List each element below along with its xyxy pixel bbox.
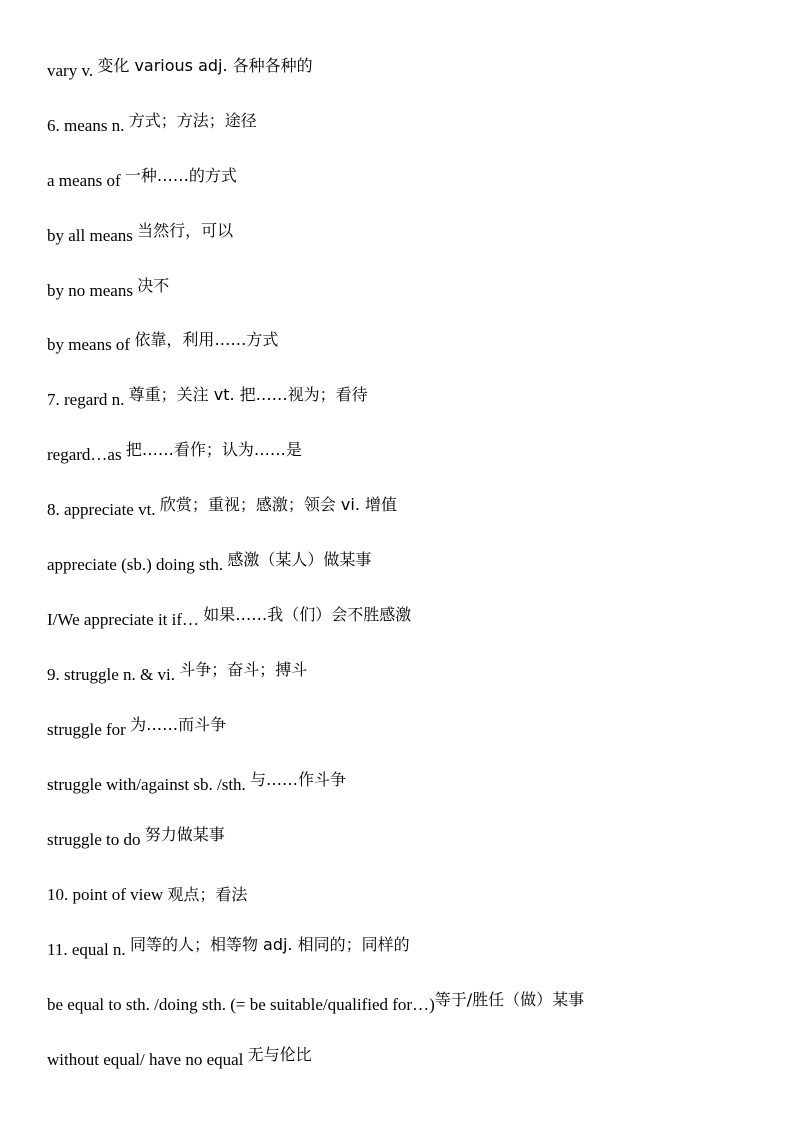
entry-meaning: 依靠，利用……方式	[134, 330, 279, 349]
entry-means	[47, 111, 257, 137]
entry-term: without equal/ have no equal	[47, 1050, 248, 1069]
entry-term: 9. struggle n. & vi.	[47, 665, 180, 684]
entry-term: a means of	[47, 171, 125, 190]
entry-term: 7. regard n.	[47, 390, 129, 409]
entry-meaning: 无与伦比	[247, 1045, 312, 1064]
entry-term: I/We appreciate it if…	[47, 610, 204, 629]
entry-term: struggle with/against sb. /sth.	[47, 775, 251, 794]
entry-appreciate-doing	[47, 550, 372, 576]
entry-meaning: 如果……我（们）会不胜感激	[203, 605, 412, 624]
entry-without-equal	[47, 1045, 312, 1071]
entry-meaning: 与……作斗争	[250, 770, 347, 789]
entry-equal	[47, 935, 410, 961]
entry-term: vary v.	[47, 61, 98, 80]
entry-point-of-view	[47, 884, 247, 906]
entry-appreciate	[47, 495, 397, 521]
entry-meaning: 观点；看法	[167, 885, 248, 904]
entry-regard-as	[47, 440, 302, 466]
entry-term: struggle to do	[47, 830, 145, 849]
entry-term: 10. point of view	[47, 885, 168, 904]
entry-meaning: 变化 various adj. 各种各种的	[97, 56, 313, 75]
entry-meaning: 为……而斗争	[130, 715, 227, 734]
entry-term: by means of	[47, 335, 135, 354]
entry-term: struggle for	[47, 720, 131, 739]
entry-term: 8. appreciate vt.	[47, 500, 160, 519]
entry-by-all-means	[47, 221, 234, 247]
entry-struggle	[47, 660, 308, 686]
entry-term: 6. means n.	[47, 116, 129, 135]
entry-meaning: 决不	[137, 276, 170, 295]
entry-term: by no means	[47, 281, 138, 300]
entry-struggle-with	[47, 770, 347, 796]
entry-struggle-to-do	[47, 825, 225, 851]
entry-appreciate-it-if	[47, 605, 412, 631]
entry-meaning: 一种……的方式	[124, 166, 237, 185]
entry-a-means-of	[47, 166, 237, 192]
entry-struggle-for	[47, 715, 227, 741]
entry-by-means-of	[47, 330, 279, 356]
entry-regard	[47, 385, 368, 411]
entry-term: regard…as	[47, 445, 126, 464]
entry-term: 11. equal n.	[47, 940, 130, 959]
entry-by-no-means	[47, 276, 170, 302]
entry-meaning: 当然行，可以	[137, 221, 234, 240]
entry-vary	[47, 56, 313, 82]
entry-meaning: 努力做某事	[144, 825, 225, 844]
entry-be-equal-to	[47, 990, 585, 1016]
entry-meaning: 斗争；奋斗；搏斗	[179, 660, 308, 679]
entry-meaning: 同等的人；相等物 adj. 相同的；同样的	[129, 935, 410, 954]
entry-meaning: 方式；方法；途径	[128, 111, 257, 130]
entry-meaning: 等于/胜任（做）某事	[434, 990, 585, 1009]
entry-meaning: 尊重；关注 vt. 把……视为；看待	[128, 385, 368, 404]
entry-term: appreciate (sb.) doing sth.	[47, 555, 228, 574]
entry-term: by all means	[47, 226, 138, 245]
entry-term: be equal to sth. /doing sth. (= be suitable/qualified for…)	[47, 995, 435, 1014]
entry-meaning: 欣赏；重视；感激；领会 vi. 增值	[159, 495, 397, 514]
entry-meaning: 把……看作；认为……是	[125, 440, 302, 459]
entry-meaning: 感激（某人）做某事	[227, 550, 372, 569]
